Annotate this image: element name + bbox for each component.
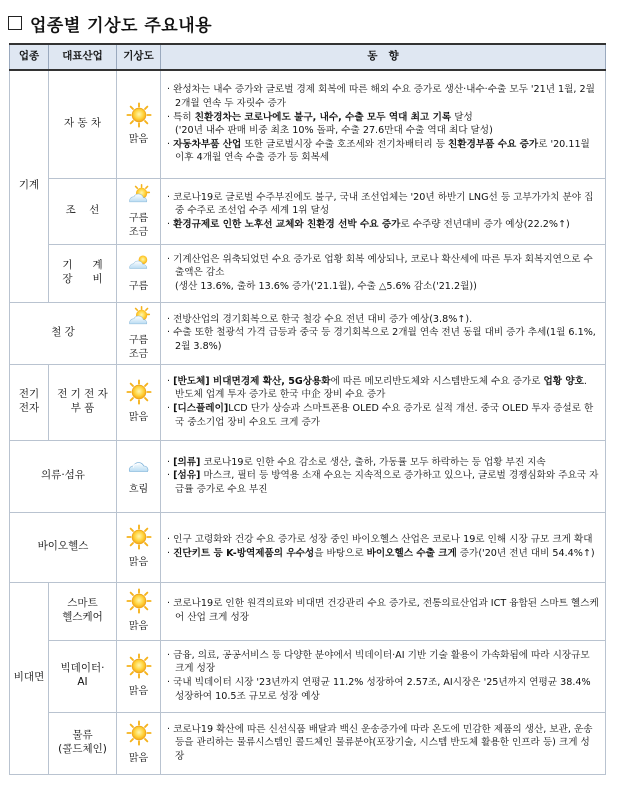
trend-textile: · [의류] 코로나19로 인한 수요 감소로 생산, 출하, 가동률 모두 하락하는 등 업황 부진 지속 · [섬유] 마스크, 필터 등 방역용 소재 수요는 지속적으로 증가하고 있으나, 글로벌 경쟁심화와 주요국 자급률 증가로 수요 부진 — [161, 440, 606, 512]
table-row-ship — [10, 178, 606, 244]
table-row-logistics — [10, 712, 606, 774]
trend-logistics: · 코로나19 확산에 따른 신선식품 배달과 백신 운송증가에 따라 온도에 민감한 제품의 생산, 보관, 운송 등을 관리하는 물류시스템인 콜드체인 물류분야(포장기술, 시스템 반도체 활용한 인프라 등) 크게 성장 — [161, 712, 606, 774]
weather-logistics: 맑음 — [117, 712, 161, 774]
trend-machinery-equipment: · 기계산업은 위축되었던 수요 증가로 업황 회복 예상되나, 코로나 확산세에 따른 투자 회복지연으로 수출액은 감소 (생산 13.6%, 출하 13.6% 증가('21.1월), 수출 △5.6% 감소('21.2월)) — [161, 244, 606, 302]
rep-ship: 조 선 — [49, 178, 117, 244]
weather-steel: 구름 조금 — [117, 302, 161, 364]
industry-textile: 의류·섬유 — [10, 440, 117, 512]
cloud-sun-icon — [125, 252, 153, 274]
rep-auto: 자 동 차 — [49, 70, 117, 178]
sun-icon — [126, 653, 152, 679]
sun-icon — [126, 588, 152, 614]
industry-untact: 비대면 — [10, 582, 49, 774]
cloud-icon — [125, 455, 153, 477]
sun-icon — [126, 379, 152, 405]
table-row-electronics — [10, 364, 606, 440]
industry-weather-table — [9, 43, 606, 775]
trend-smart-healthcare: · 코로나19로 인한 원격의료와 비대면 건강관리 수요 증가로, 전통의료산업과 ICT 융합된 스마트 헬스케어 산업 크게 성장 — [161, 582, 606, 640]
header-weather: 기상도 — [117, 44, 161, 70]
weather-textile: 흐림 — [117, 440, 161, 512]
rep-logistics: 물류 (콜드체인) — [49, 712, 117, 774]
trend-bigdata-ai: · 금융, 의료, 공공서비스 등 다양한 분야에서 빅데이터·AI 기반 기술 활용이 가속화됨에 따라 시장규모 크게 성장 · 국내 빅데이터 시장 '23년까지 연평균 11.2% 성장하여 2.57조, AI시장은 '25년까지 연평균 38.4% 성장하여 10.5조 규모로 성장 예상 — [161, 640, 606, 712]
weather-biohealth: 맑음 — [117, 512, 161, 582]
table-row-biohealth — [10, 512, 606, 582]
sun-icon — [126, 524, 152, 550]
weather-ship: 구름 조금 — [117, 178, 161, 244]
table-row-bigdata-ai — [10, 640, 606, 712]
header-representative: 대표산업 — [49, 44, 117, 70]
trend-biohealth: · 인구 고령화와 건강 수요 증가로 성장 중인 바이오헬스 산업은 코로나 19로 인해 시장 규모 크게 확대 · 진단키트 등 K-방역제품의 우수성을 바탕으로 바이오헬스 수출 크게 증가('20년 전년 대비 54.4%↑) — [161, 512, 606, 582]
table-row-auto — [10, 70, 606, 178]
weather-electronics: 맑음 — [117, 364, 161, 440]
table-row-steel — [10, 302, 606, 364]
weather-smart-healthcare: 맑음 — [117, 582, 161, 640]
industry-steel: 철 강 — [10, 302, 117, 364]
sun-cloud-icon — [125, 183, 153, 207]
rep-electronic-parts: 전 기 전 자 부 품 — [49, 364, 117, 440]
trend-auto: · 완성차는 내수 증가와 글로벌 경제 회복에 따른 해외 수요 증가로 생산·내수·수출 모두 '21년 1월, 2월 2개월 연속 두 자릿수 증가 · 특히 친환경차는 코로나에도 불구, 내수, 수출 모두 역대 최고 기록 달성 ('20년 내수 판매 비중 최초 10% 돌파, 수출 27.6만대 수출 역대 최다 달성) · 자동차부품 산업 또한 글로벌시장 수출 호조세와 전기차배터리 등 친환경부품 수요 증가로 '20.11월 이후 4개월 연속 수출 증가 등 회복세 — [161, 70, 606, 178]
trend-ship: · 코로나19로 글로벌 수주부진에도 불구, 국내 조선업체는 '20년 하반기 LNG선 등 고부가가치 분야 집중 수주로 조선업 수주 세계 1위 달성 · 환경규제로 인한 노후선 교체와 친환경 선박 수요 증가로 수주량 전년대비 증가 예상(22.2%↑) — [161, 178, 606, 244]
rep-bigdata-ai: 빅데이터· AI — [49, 640, 117, 712]
industry-biohealth: 바이오헬스 — [10, 512, 117, 582]
header-trend: 동 향 — [161, 44, 606, 70]
sun-cloud-icon — [125, 305, 153, 329]
sun-icon — [126, 102, 152, 128]
checkbox-square-icon — [8, 16, 22, 30]
industry-machinery: 기계 — [10, 70, 49, 302]
weather-bigdata-ai: 맑음 — [117, 640, 161, 712]
trend-electronics: · [반도체] 비대면경제 확산, 5G상용화에 따른 메모리반도체와 시스템반도체 수요 증가로 업황 양호. 반도체 업계 투자 증가로 한국 中企 장비 수요 증가 · [디스플레이]LCD 단가 상승과 스마트폰용 OLED 수요 증가로 실적 개선. 중국 OLED 투자 증설로 한국 중소기업 장비 수요도 크게 증가 — [161, 364, 606, 440]
rep-machinery-equipment: 기 계 장 비 — [49, 244, 117, 302]
table-row-textile — [10, 440, 606, 512]
weather-machinery-equipment: 구름 — [117, 244, 161, 302]
header-industry: 업종 — [10, 44, 49, 70]
trend-steel: · 전방산업의 경기회복으로 한국 철강 수요 전년 대비 증가 예상(3.8%↑). · 수출 또한 철광석 가격 급등과 중국 등 경기회복으로 2개월 연속 전년 동월 대비 증가 추세(1월 6.1%, 2월 3.8%) — [161, 302, 606, 364]
weather-auto: 맑음 — [117, 70, 161, 178]
rep-smart-healthcare: 스마트 헬스케어 — [49, 582, 117, 640]
table-row-machinery-equipment — [10, 244, 606, 302]
industry-electronics: 전기 전자 — [10, 364, 49, 440]
table-row-smart-healthcare — [10, 582, 606, 640]
sun-icon — [126, 720, 152, 746]
table-header-row — [10, 44, 606, 70]
page-title: 업종별 기상도 주요내용 — [8, 8, 212, 38]
